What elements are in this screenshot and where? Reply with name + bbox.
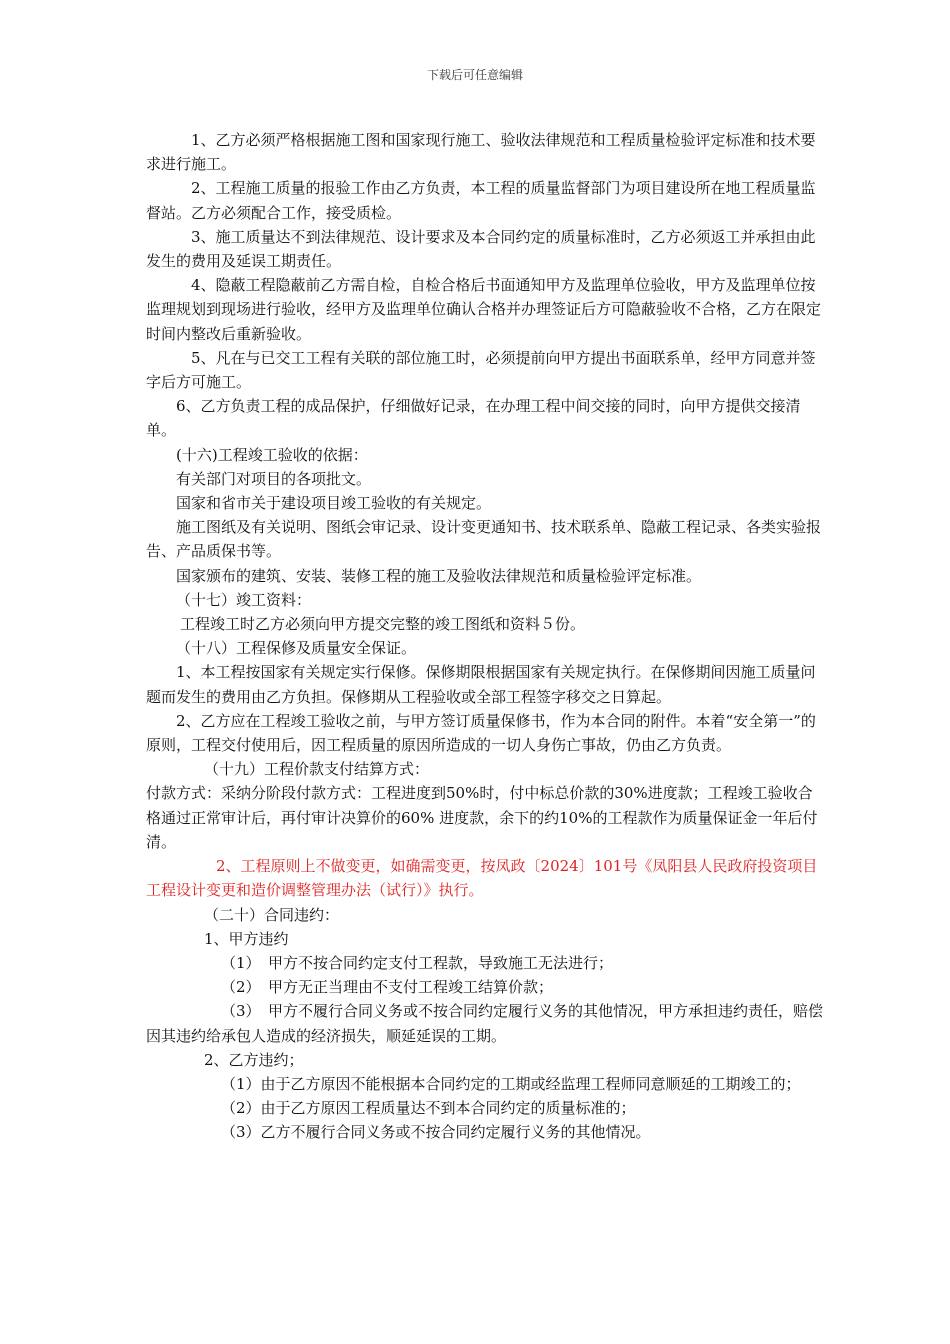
paragraph: 国家颁布的建筑、安装、装修工程的施工及验收法律规范和质量检验评定标准。 <box>176 566 702 585</box>
paragraph: 3、施工质量达不到法律规范、设计要求及本合同约定的质量标准时，乙方必须返工并承担由此发生的费用及延误工期责任。 <box>146 227 816 271</box>
document-body <box>146 128 826 1145</box>
paragraph: 施工图纸及有关说明、图纸会审记录、设计变更通知书、技术联系单、隐蔽工程记录、各类实验报告、产品质保书等。 <box>146 518 822 561</box>
paragraph: （2）由于乙方原因工程质量达不到本合同约定的质量标准的； <box>221 1099 636 1118</box>
paragraph: 1、乙方必须严格根据施工图和国家现行施工、验收法律规范和工程质量检验评定标准和技术要求进行施工。 <box>146 131 816 174</box>
paragraph: （1）由于乙方原因不能根据本合同约定的工期或经监理工程师同意顺延的工期竣工的； <box>221 1074 801 1093</box>
section-heading: （十七）竣工资料： <box>176 590 312 609</box>
section-heading: （十九）工程价款支付结算方式： <box>204 760 430 779</box>
paragraph: 6、乙方负责工程的成品保护，仔细做好记录，在办理工程中间交接的同时，向甲方提供交接清单。 <box>146 397 801 440</box>
paragraph: 2、乙方应在工程竣工验收之前，与甲方签订质量保修书，作为本合同的附件。本着“安全第一”的原则，工程交付使用后，因工程质量的原因所造成的一切人身伤亡事故，仍由乙方负责。 <box>146 711 816 755</box>
section-heading: （二十）合同违约： <box>204 905 340 924</box>
paragraph: （3） 甲方不履行合同义务或不按合同约定履行义务的其他情况，甲方承担违约责任，赔偿因其违约给承包人造成的经济损失，顺延延误的工期。 <box>146 1002 824 1045</box>
page-header: 下载后可任意编辑 <box>426 68 523 82</box>
paragraph: 工程竣工时乙方必须向甲方提交完整的竣工图纸和资料５份。 <box>180 615 586 634</box>
paragraph: 付款方式：采纳分阶段付款方式：工程进度到50%时，付中标总价款的30%进度款；工程竣工验收合格通过正常审计后，再付审计决算价的60% 进度款，余下的约10%的工程款作为质量保证金一年后付清。 <box>146 784 818 851</box>
paragraph: 2、工程施工质量的报验工作由乙方负责，本工程的质量监督部门为项目建设所在地工程质量监督站。乙方必须配合工作，接受质检。 <box>146 179 816 222</box>
section-heading: (十六)工程竣工验收的依据： <box>176 445 368 464</box>
paragraph: （2） 甲方无正当理由不支付工程竣工结算价款； <box>221 978 554 997</box>
paragraph: 有关部门对项目的各项批文。 <box>176 469 372 488</box>
paragraph: （3）乙方不履行合同义务或不按合同约定履行义务的其他情况。 <box>221 1123 651 1142</box>
paragraph: 1、本工程按国家有关规定实行保修。保修期限根据国家有关规定执行。在保修期间因施工质量问题而发生的费用由乙方负担。保修期从工程验收或全部工程签字移交之日算起。 <box>146 663 816 706</box>
section-heading: （十八）工程保修及质量安全保证。 <box>176 639 417 658</box>
paragraph: 4、隐蔽工程隐蔽前乙方需自检，自检合格后书面通知甲方及监理单位验收，甲方及监理单位按监理规划到现场进行验收，经甲方及监理单位确认合格并办理签证后方可隐蔽验收不合格，乙方在限定时间内整改后重新验收。 <box>146 276 822 343</box>
paragraph: 2、乙方违约； <box>204 1050 304 1069</box>
paragraph: 国家和省市关于建设项目竣工验收的有关规定。 <box>176 494 492 513</box>
paragraph: （1） 甲方不按合同约定支付工程款，导致施工无法进行； <box>221 953 614 972</box>
paragraph: 5、凡在与已交工工程有关联的部位施工时，必须提前向甲方提出书面联系单，经甲方同意并签字后方可施工。 <box>146 348 816 392</box>
paragraph: 1、甲方违约 <box>204 929 289 948</box>
highlighted-paragraph: 2、工程原则上不做变更，如确需变更，按凤政〔2024〕101号《凤阳县人民政府投资项目工程设计变更和造价调整管理办法（试行）》执行。 <box>146 857 818 900</box>
